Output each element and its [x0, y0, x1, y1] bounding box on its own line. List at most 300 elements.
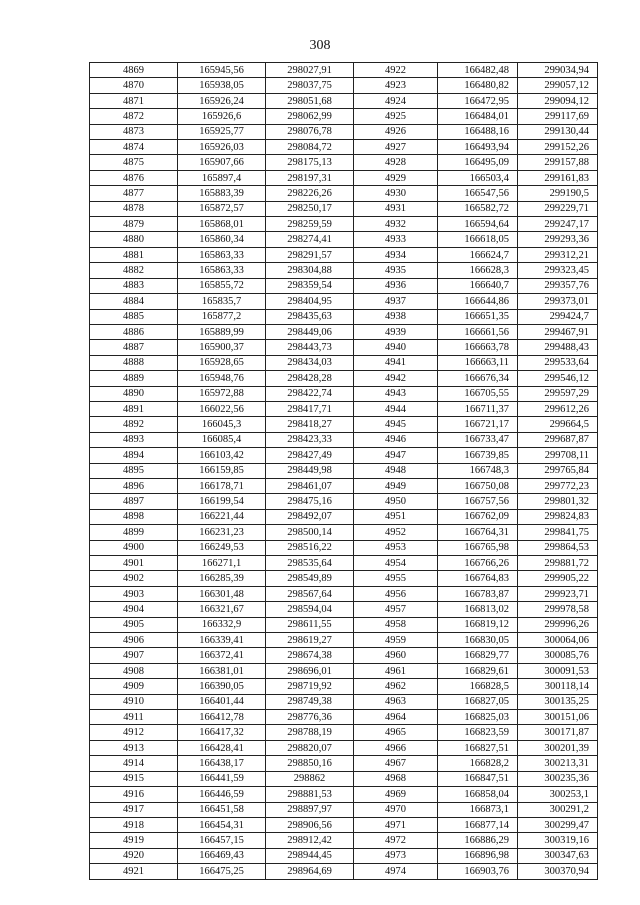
x-coordinate-cell: 166661,56 [438, 324, 518, 339]
x-coordinate-cell: 166231,23 [178, 525, 266, 540]
point-number-cell: 4919 [90, 833, 178, 848]
point-number-cell: 4922 [354, 63, 438, 78]
point-number-cell: 4877 [90, 186, 178, 201]
x-coordinate-cell: 165855,72 [178, 278, 266, 293]
table-row [90, 525, 598, 540]
table-row [90, 787, 598, 802]
table-row [90, 78, 598, 93]
y-coordinate-cell: 299841,75 [518, 525, 598, 540]
point-number-cell: 4906 [90, 633, 178, 648]
x-coordinate-cell: 166332,9 [178, 617, 266, 632]
y-coordinate-cell: 298037,75 [266, 78, 354, 93]
table-row [90, 124, 598, 139]
y-coordinate-cell: 300064,06 [518, 633, 598, 648]
point-number-cell: 4947 [354, 448, 438, 463]
point-number-cell: 4910 [90, 694, 178, 709]
x-coordinate-cell: 166301,48 [178, 586, 266, 601]
x-coordinate-cell: 166401,44 [178, 694, 266, 709]
y-coordinate-cell: 299247,17 [518, 217, 598, 232]
x-coordinate-cell: 166823,59 [438, 725, 518, 740]
x-coordinate-cell: 166711,37 [438, 401, 518, 416]
x-coordinate-cell: 166640,7 [438, 278, 518, 293]
y-coordinate-cell: 298226,26 [266, 186, 354, 201]
table-row [90, 386, 598, 401]
x-coordinate-cell: 165938,05 [178, 78, 266, 93]
x-coordinate-cell: 165972,88 [178, 386, 266, 401]
point-number-cell: 4909 [90, 679, 178, 694]
x-coordinate-cell: 166045,3 [178, 417, 266, 432]
point-number-cell: 4900 [90, 540, 178, 555]
x-coordinate-cell: 166829,77 [438, 648, 518, 663]
x-coordinate-cell: 166764,31 [438, 525, 518, 540]
point-number-cell: 4940 [354, 340, 438, 355]
x-coordinate-cell: 166676,34 [438, 371, 518, 386]
point-number-cell: 4937 [354, 294, 438, 309]
x-coordinate-cell: 166484,01 [438, 109, 518, 124]
point-number-cell: 4873 [90, 124, 178, 139]
x-coordinate-cell: 166813,02 [438, 602, 518, 617]
table-row [90, 401, 598, 416]
x-coordinate-cell: 166594,64 [438, 217, 518, 232]
x-coordinate-cell: 166488,16 [438, 124, 518, 139]
point-number-cell: 4869 [90, 63, 178, 78]
x-coordinate-cell: 166339,41 [178, 633, 266, 648]
point-number-cell: 4958 [354, 617, 438, 632]
point-number-cell: 4903 [90, 586, 178, 601]
point-number-cell: 4934 [354, 247, 438, 262]
x-coordinate-cell: 166159,85 [178, 463, 266, 478]
y-coordinate-cell: 299801,32 [518, 494, 598, 509]
point-number-cell: 4904 [90, 602, 178, 617]
point-number-cell: 4875 [90, 155, 178, 170]
y-coordinate-cell: 298417,71 [266, 401, 354, 416]
point-number-cell: 4887 [90, 340, 178, 355]
point-number-cell: 4878 [90, 201, 178, 216]
y-coordinate-cell: 299117,69 [518, 109, 598, 124]
point-number-cell: 4950 [354, 494, 438, 509]
x-coordinate-cell: 166827,51 [438, 740, 518, 755]
point-number-cell: 4971 [354, 817, 438, 832]
table-row [90, 771, 598, 786]
point-number-cell: 4908 [90, 663, 178, 678]
point-number-cell: 4870 [90, 78, 178, 93]
y-coordinate-cell: 299157,88 [518, 155, 598, 170]
y-coordinate-cell: 298492,07 [266, 509, 354, 524]
x-coordinate-cell: 166644,86 [438, 294, 518, 309]
table-row [90, 494, 598, 509]
y-coordinate-cell: 299996,26 [518, 617, 598, 632]
y-coordinate-cell: 298500,14 [266, 525, 354, 540]
y-coordinate-cell: 299687,87 [518, 432, 598, 447]
x-coordinate-cell: 165872,57 [178, 201, 266, 216]
x-coordinate-cell: 165835,7 [178, 294, 266, 309]
point-number-cell: 4946 [354, 432, 438, 447]
y-coordinate-cell: 299094,12 [518, 93, 598, 108]
table-row [90, 170, 598, 185]
y-coordinate-cell: 298404,95 [266, 294, 354, 309]
x-coordinate-cell: 166390,05 [178, 679, 266, 694]
table-row [90, 232, 598, 247]
y-coordinate-cell: 299597,29 [518, 386, 598, 401]
y-coordinate-cell: 298259,59 [266, 217, 354, 232]
y-coordinate-cell: 299034,94 [518, 63, 598, 78]
point-number-cell: 4907 [90, 648, 178, 663]
x-coordinate-cell: 165900,37 [178, 340, 266, 355]
y-coordinate-cell: 298449,06 [266, 324, 354, 339]
y-coordinate-cell: 298084,72 [266, 140, 354, 155]
point-number-cell: 4938 [354, 309, 438, 324]
table-row [90, 710, 598, 725]
x-coordinate-cell: 166783,87 [438, 586, 518, 601]
point-number-cell: 4872 [90, 109, 178, 124]
x-coordinate-cell: 166663,11 [438, 355, 518, 370]
x-coordinate-cell: 166503,4 [438, 170, 518, 185]
x-coordinate-cell: 166417,32 [178, 725, 266, 740]
point-number-cell: 4970 [354, 802, 438, 817]
table-row [90, 478, 598, 493]
y-coordinate-cell: 299312,21 [518, 247, 598, 262]
point-number-cell: 4954 [354, 556, 438, 571]
x-coordinate-cell: 165883,39 [178, 186, 266, 201]
x-coordinate-cell: 166493,94 [438, 140, 518, 155]
x-coordinate-cell: 166412,78 [178, 710, 266, 725]
x-coordinate-cell: 166663,78 [438, 340, 518, 355]
y-coordinate-cell: 298076,78 [266, 124, 354, 139]
point-number-cell: 4874 [90, 140, 178, 155]
x-coordinate-cell: 166847,51 [438, 771, 518, 786]
point-number-cell: 4912 [90, 725, 178, 740]
table-row [90, 186, 598, 201]
point-number-cell: 4942 [354, 371, 438, 386]
x-coordinate-cell: 166475,25 [178, 864, 266, 879]
table-row [90, 109, 598, 124]
point-number-cell: 4890 [90, 386, 178, 401]
y-coordinate-cell: 298051,68 [266, 93, 354, 108]
coordinates-table [89, 62, 598, 880]
y-coordinate-cell: 298906,56 [266, 817, 354, 832]
y-coordinate-cell: 298862 [266, 771, 354, 786]
y-coordinate-cell: 300091,53 [518, 663, 598, 678]
y-coordinate-cell: 300370,94 [518, 864, 598, 879]
table-row [90, 648, 598, 663]
y-coordinate-cell: 299864,53 [518, 540, 598, 555]
y-coordinate-cell: 299467,91 [518, 324, 598, 339]
y-coordinate-cell: 299708,11 [518, 448, 598, 463]
point-number-cell: 4891 [90, 401, 178, 416]
x-coordinate-cell: 166896,98 [438, 848, 518, 863]
y-coordinate-cell: 298422,74 [266, 386, 354, 401]
point-number-cell: 4896 [90, 478, 178, 493]
point-number-cell: 4902 [90, 571, 178, 586]
y-coordinate-cell: 298749,38 [266, 694, 354, 709]
y-coordinate-cell: 298516,22 [266, 540, 354, 555]
point-number-cell: 4915 [90, 771, 178, 786]
x-coordinate-cell: 166381,01 [178, 663, 266, 678]
point-number-cell: 4936 [354, 278, 438, 293]
x-coordinate-cell: 166472,95 [438, 93, 518, 108]
y-coordinate-cell: 299923,71 [518, 586, 598, 601]
x-coordinate-cell: 166748,3 [438, 463, 518, 478]
point-number-cell: 4901 [90, 556, 178, 571]
y-coordinate-cell: 299664,5 [518, 417, 598, 432]
x-coordinate-cell: 166582,72 [438, 201, 518, 216]
table-row [90, 663, 598, 678]
table-row [90, 140, 598, 155]
y-coordinate-cell: 298850,16 [266, 756, 354, 771]
table-row [90, 802, 598, 817]
point-number-cell: 4955 [354, 571, 438, 586]
x-coordinate-cell: 166438,17 [178, 756, 266, 771]
y-coordinate-cell: 298304,88 [266, 263, 354, 278]
point-number-cell: 4933 [354, 232, 438, 247]
point-number-cell: 4928 [354, 155, 438, 170]
x-coordinate-cell: 166733,47 [438, 432, 518, 447]
y-coordinate-cell: 299293,36 [518, 232, 598, 247]
table-row [90, 263, 598, 278]
y-coordinate-cell: 298027,91 [266, 63, 354, 78]
x-coordinate-cell: 166829,61 [438, 663, 518, 678]
x-coordinate-cell: 165926,03 [178, 140, 266, 155]
y-coordinate-cell: 298881,53 [266, 787, 354, 802]
x-coordinate-cell: 166628,3 [438, 263, 518, 278]
table-row [90, 756, 598, 771]
point-number-cell: 4956 [354, 586, 438, 601]
table-row [90, 309, 598, 324]
x-coordinate-cell: 166721,17 [438, 417, 518, 432]
point-number-cell: 4953 [354, 540, 438, 555]
y-coordinate-cell: 298443,73 [266, 340, 354, 355]
y-coordinate-cell: 298776,36 [266, 710, 354, 725]
y-coordinate-cell: 299546,12 [518, 371, 598, 386]
y-coordinate-cell: 298820,07 [266, 740, 354, 755]
point-number-cell: 4892 [90, 417, 178, 432]
y-coordinate-cell: 300299,47 [518, 817, 598, 832]
point-number-cell: 4962 [354, 679, 438, 694]
x-coordinate-cell: 166451,58 [178, 802, 266, 817]
point-number-cell: 4880 [90, 232, 178, 247]
point-number-cell: 4967 [354, 756, 438, 771]
y-coordinate-cell: 300118,14 [518, 679, 598, 694]
x-coordinate-cell: 165889,99 [178, 324, 266, 339]
point-number-cell: 4929 [354, 170, 438, 185]
x-coordinate-cell: 166321,67 [178, 602, 266, 617]
point-number-cell: 4924 [354, 93, 438, 108]
y-coordinate-cell: 298434,03 [266, 355, 354, 370]
point-number-cell: 4914 [90, 756, 178, 771]
table-row [90, 417, 598, 432]
x-coordinate-cell: 166624,7 [438, 247, 518, 262]
y-coordinate-cell: 298291,57 [266, 247, 354, 262]
x-coordinate-cell: 166441,59 [178, 771, 266, 786]
point-number-cell: 4972 [354, 833, 438, 848]
point-number-cell: 4871 [90, 93, 178, 108]
y-coordinate-cell: 299357,76 [518, 278, 598, 293]
point-number-cell: 4883 [90, 278, 178, 293]
y-coordinate-cell: 298567,64 [266, 586, 354, 601]
point-number-cell: 4965 [354, 725, 438, 740]
x-coordinate-cell: 166877,14 [438, 817, 518, 832]
point-number-cell: 4888 [90, 355, 178, 370]
point-number-cell: 4944 [354, 401, 438, 416]
point-number-cell: 4876 [90, 170, 178, 185]
x-coordinate-cell: 165860,34 [178, 232, 266, 247]
table-row [90, 355, 598, 370]
x-coordinate-cell: 165926,24 [178, 93, 266, 108]
y-coordinate-cell: 300319,16 [518, 833, 598, 848]
point-number-cell: 4918 [90, 817, 178, 832]
y-coordinate-cell: 298611,55 [266, 617, 354, 632]
x-coordinate-cell: 166886,29 [438, 833, 518, 848]
y-coordinate-cell: 298435,63 [266, 309, 354, 324]
table-row [90, 294, 598, 309]
x-coordinate-cell: 166618,05 [438, 232, 518, 247]
table-row [90, 509, 598, 524]
x-coordinate-cell: 166428,41 [178, 740, 266, 755]
point-number-cell: 4931 [354, 201, 438, 216]
x-coordinate-cell: 166858,04 [438, 787, 518, 802]
x-coordinate-cell: 166764,83 [438, 571, 518, 586]
y-coordinate-cell: 298594,04 [266, 602, 354, 617]
table-row [90, 247, 598, 262]
x-coordinate-cell: 166762,09 [438, 509, 518, 524]
x-coordinate-cell: 165926,6 [178, 109, 266, 124]
point-number-cell: 4898 [90, 509, 178, 524]
y-coordinate-cell: 299824,83 [518, 509, 598, 524]
table-row [90, 448, 598, 463]
y-coordinate-cell: 298475,16 [266, 494, 354, 509]
y-coordinate-cell: 299905,22 [518, 571, 598, 586]
point-number-cell: 4959 [354, 633, 438, 648]
y-coordinate-cell: 298619,27 [266, 633, 354, 648]
x-coordinate-cell: 166446,59 [178, 787, 266, 802]
y-coordinate-cell: 298461,07 [266, 478, 354, 493]
x-coordinate-cell: 165945,56 [178, 63, 266, 78]
point-number-cell: 4941 [354, 355, 438, 370]
x-coordinate-cell: 166651,35 [438, 309, 518, 324]
point-number-cell: 4905 [90, 617, 178, 632]
y-coordinate-cell: 298912,42 [266, 833, 354, 848]
table-row [90, 617, 598, 632]
y-coordinate-cell: 299323,45 [518, 263, 598, 278]
point-number-cell: 4925 [354, 109, 438, 124]
y-coordinate-cell: 298449,98 [266, 463, 354, 478]
y-coordinate-cell: 298427,49 [266, 448, 354, 463]
y-coordinate-cell: 300213,31 [518, 756, 598, 771]
y-coordinate-cell: 298897,97 [266, 802, 354, 817]
point-number-cell: 4951 [354, 509, 438, 524]
table-row [90, 324, 598, 339]
y-coordinate-cell: 300171,87 [518, 725, 598, 740]
x-coordinate-cell: 166739,85 [438, 448, 518, 463]
table-row [90, 540, 598, 555]
x-coordinate-cell: 166482,48 [438, 63, 518, 78]
point-number-cell: 4893 [90, 432, 178, 447]
y-coordinate-cell: 298788,19 [266, 725, 354, 740]
y-coordinate-cell: 300135,25 [518, 694, 598, 709]
point-number-cell: 4964 [354, 710, 438, 725]
x-coordinate-cell: 165897,4 [178, 170, 266, 185]
y-coordinate-cell: 299057,12 [518, 78, 598, 93]
point-number-cell: 4926 [354, 124, 438, 139]
page-number: 308 [309, 38, 331, 53]
table-row [90, 278, 598, 293]
point-number-cell: 4961 [354, 663, 438, 678]
point-number-cell: 4943 [354, 386, 438, 401]
x-coordinate-cell: 166103,42 [178, 448, 266, 463]
y-coordinate-cell: 299229,71 [518, 201, 598, 216]
x-coordinate-cell: 166469,43 [178, 848, 266, 863]
y-coordinate-cell: 299152,26 [518, 140, 598, 155]
point-number-cell: 4927 [354, 140, 438, 155]
table-row [90, 93, 598, 108]
x-coordinate-cell: 166873,1 [438, 802, 518, 817]
point-number-cell: 4899 [90, 525, 178, 540]
point-number-cell: 4939 [354, 324, 438, 339]
y-coordinate-cell: 298964,69 [266, 864, 354, 879]
y-coordinate-cell: 299772,23 [518, 478, 598, 493]
point-number-cell: 4973 [354, 848, 438, 863]
point-number-cell: 4957 [354, 602, 438, 617]
point-number-cell: 4917 [90, 802, 178, 817]
table-row [90, 679, 598, 694]
table-row [90, 201, 598, 216]
point-number-cell: 4969 [354, 787, 438, 802]
point-number-cell: 4932 [354, 217, 438, 232]
x-coordinate-cell: 166495,09 [438, 155, 518, 170]
y-coordinate-cell: 299488,43 [518, 340, 598, 355]
x-coordinate-cell: 166457,15 [178, 833, 266, 848]
point-number-cell: 4968 [354, 771, 438, 786]
table-row [90, 63, 598, 78]
x-coordinate-cell: 166199,54 [178, 494, 266, 509]
point-number-cell: 4966 [354, 740, 438, 755]
y-coordinate-cell: 299612,26 [518, 401, 598, 416]
point-number-cell: 4948 [354, 463, 438, 478]
x-coordinate-cell: 166750,08 [438, 478, 518, 493]
y-coordinate-cell: 298696,01 [266, 663, 354, 678]
point-number-cell: 4916 [90, 787, 178, 802]
y-coordinate-cell: 298549,89 [266, 571, 354, 586]
x-coordinate-cell: 166285,39 [178, 571, 266, 586]
point-number-cell: 4913 [90, 740, 178, 755]
point-number-cell: 4960 [354, 648, 438, 663]
x-coordinate-cell: 166705,55 [438, 386, 518, 401]
x-coordinate-cell: 166819,12 [438, 617, 518, 632]
x-coordinate-cell: 166765,98 [438, 540, 518, 555]
x-coordinate-cell: 165863,33 [178, 247, 266, 262]
point-number-cell: 4885 [90, 309, 178, 324]
point-number-cell: 4881 [90, 247, 178, 262]
table-row [90, 725, 598, 740]
y-coordinate-cell: 298428,28 [266, 371, 354, 386]
point-number-cell: 4974 [354, 864, 438, 879]
x-coordinate-cell: 166454,31 [178, 817, 266, 832]
table-row [90, 571, 598, 586]
table-row [90, 694, 598, 709]
table-row [90, 155, 598, 170]
x-coordinate-cell: 166830,05 [438, 633, 518, 648]
x-coordinate-cell: 166271,1 [178, 556, 266, 571]
x-coordinate-cell: 166903,76 [438, 864, 518, 879]
point-number-cell: 4952 [354, 525, 438, 540]
y-coordinate-cell: 298944,45 [266, 848, 354, 863]
x-coordinate-cell: 165948,76 [178, 371, 266, 386]
y-coordinate-cell: 298359,54 [266, 278, 354, 293]
y-coordinate-cell: 299424,7 [518, 309, 598, 324]
x-coordinate-cell: 166766,26 [438, 556, 518, 571]
y-coordinate-cell: 300201,39 [518, 740, 598, 755]
y-coordinate-cell: 300253,1 [518, 787, 598, 802]
